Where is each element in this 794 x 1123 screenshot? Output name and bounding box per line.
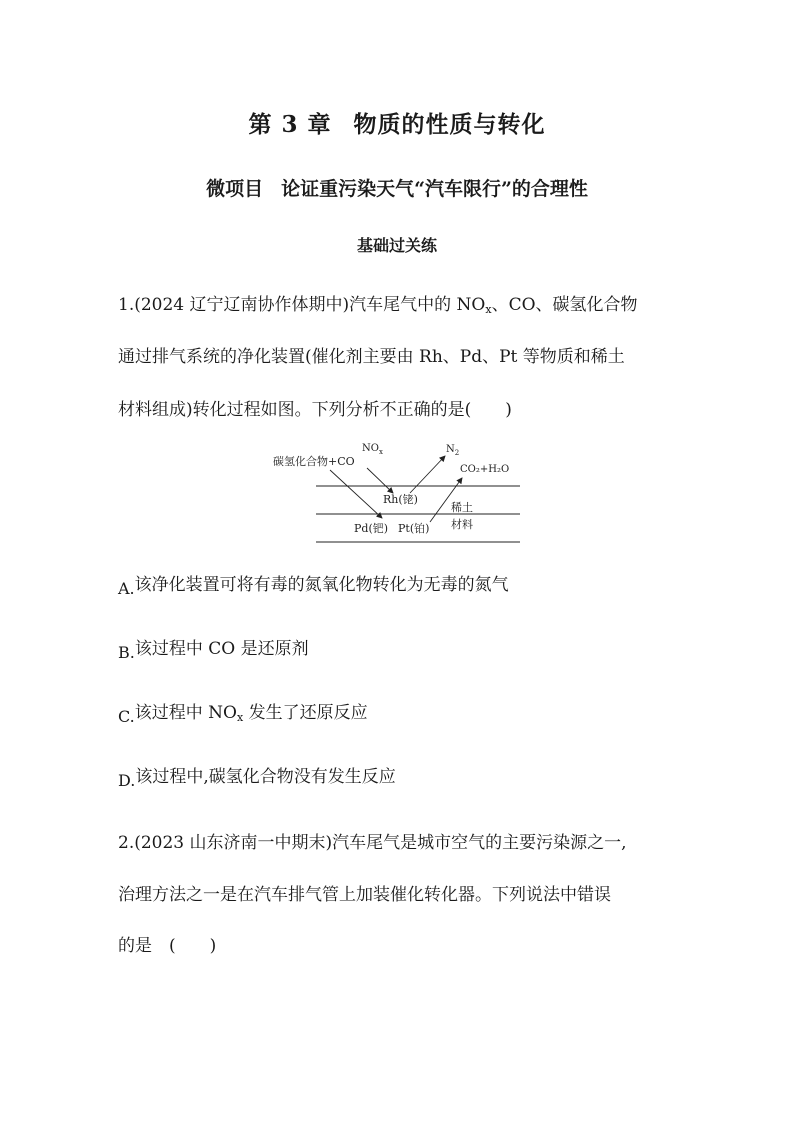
pt-label: Pt(铂) [398,522,430,535]
products-arrow [430,478,462,522]
chapter-label: 第 3 章 [248,111,332,138]
option-d-letter: D. [118,771,136,790]
option-a-text: 该净化装置可将有毒的氮氧化物转化为无毒的氮气 [134,575,509,595]
option-b-letter: B. [118,643,135,662]
q2-line-2: 治理方法之一是在汽车排气管上加装催化转化器。下列说法中错误 [118,885,611,905]
q1-option-b [118,634,309,662]
q2-line-1: 2.(2023 山东济南一中期末)汽车尾气是城市空气的主要污染源之一, [118,833,627,853]
q1-line-3: 材料组成)转化过程如图。下列分析不正确的是( ) [118,400,512,420]
chapter-name: 物质的性质与转化 [353,111,546,138]
option-b-text: 该过程中 CO 是还原剂 [134,639,309,659]
section-title: 基础过关练 [356,236,437,255]
q1-option-c [118,698,368,726]
chapter-title [0,106,794,139]
n2-arrow [410,456,445,493]
rare-earth-label-1: 稀土 [451,501,473,514]
nox-label: $NO_x$ [362,443,383,456]
project-label: 微项目 [206,178,264,200]
q2-line-3: 的是 ( ) [118,936,217,956]
q1-line-1 [118,290,638,316]
rh-label: Rh(铑) [383,493,418,506]
q1-nox-subscript: x [485,303,492,316]
q1-line-2: 通过排气系统的净化装置(催化剂主要由 Rh、Pd、Pt 等物质和稀土 [118,347,625,367]
reactants-label: 碳氢化合物+CO [273,455,355,468]
option-c-subscript: x [236,711,244,724]
rare-earth-label-2: 材料 [451,518,473,531]
project-title [0,174,794,201]
pd-label: Pd(钯) [354,522,389,535]
nox-arrow [367,468,393,493]
q1-option-d [118,762,396,790]
project-name: 论证重污染天气“汽车限行”的合理性 [281,178,588,200]
reactants-arrow [330,470,382,518]
q1-text-1a: 汽车尾气中的 NO [349,295,486,315]
n2-label: $N_2$ [446,444,460,457]
q1-text-1b: 、CO、碳氢化合物 [491,295,638,315]
option-c-letter: C. [118,707,135,726]
option-c-text-a: 该过程中 NO [134,703,237,723]
option-a-letter: A. [118,579,135,598]
products-label: CO₂+H₂O [460,464,510,475]
q1-source: 1.(2024 辽宁辽南协作体期中) [118,295,350,315]
option-c-text-b: 发生了还原反应 [243,703,368,723]
option-d-text: 该过程中,碳氢化合物没有发生反应 [135,767,396,787]
q1-option-a [118,570,509,598]
catalytic-conversion-diagram [270,438,530,546]
